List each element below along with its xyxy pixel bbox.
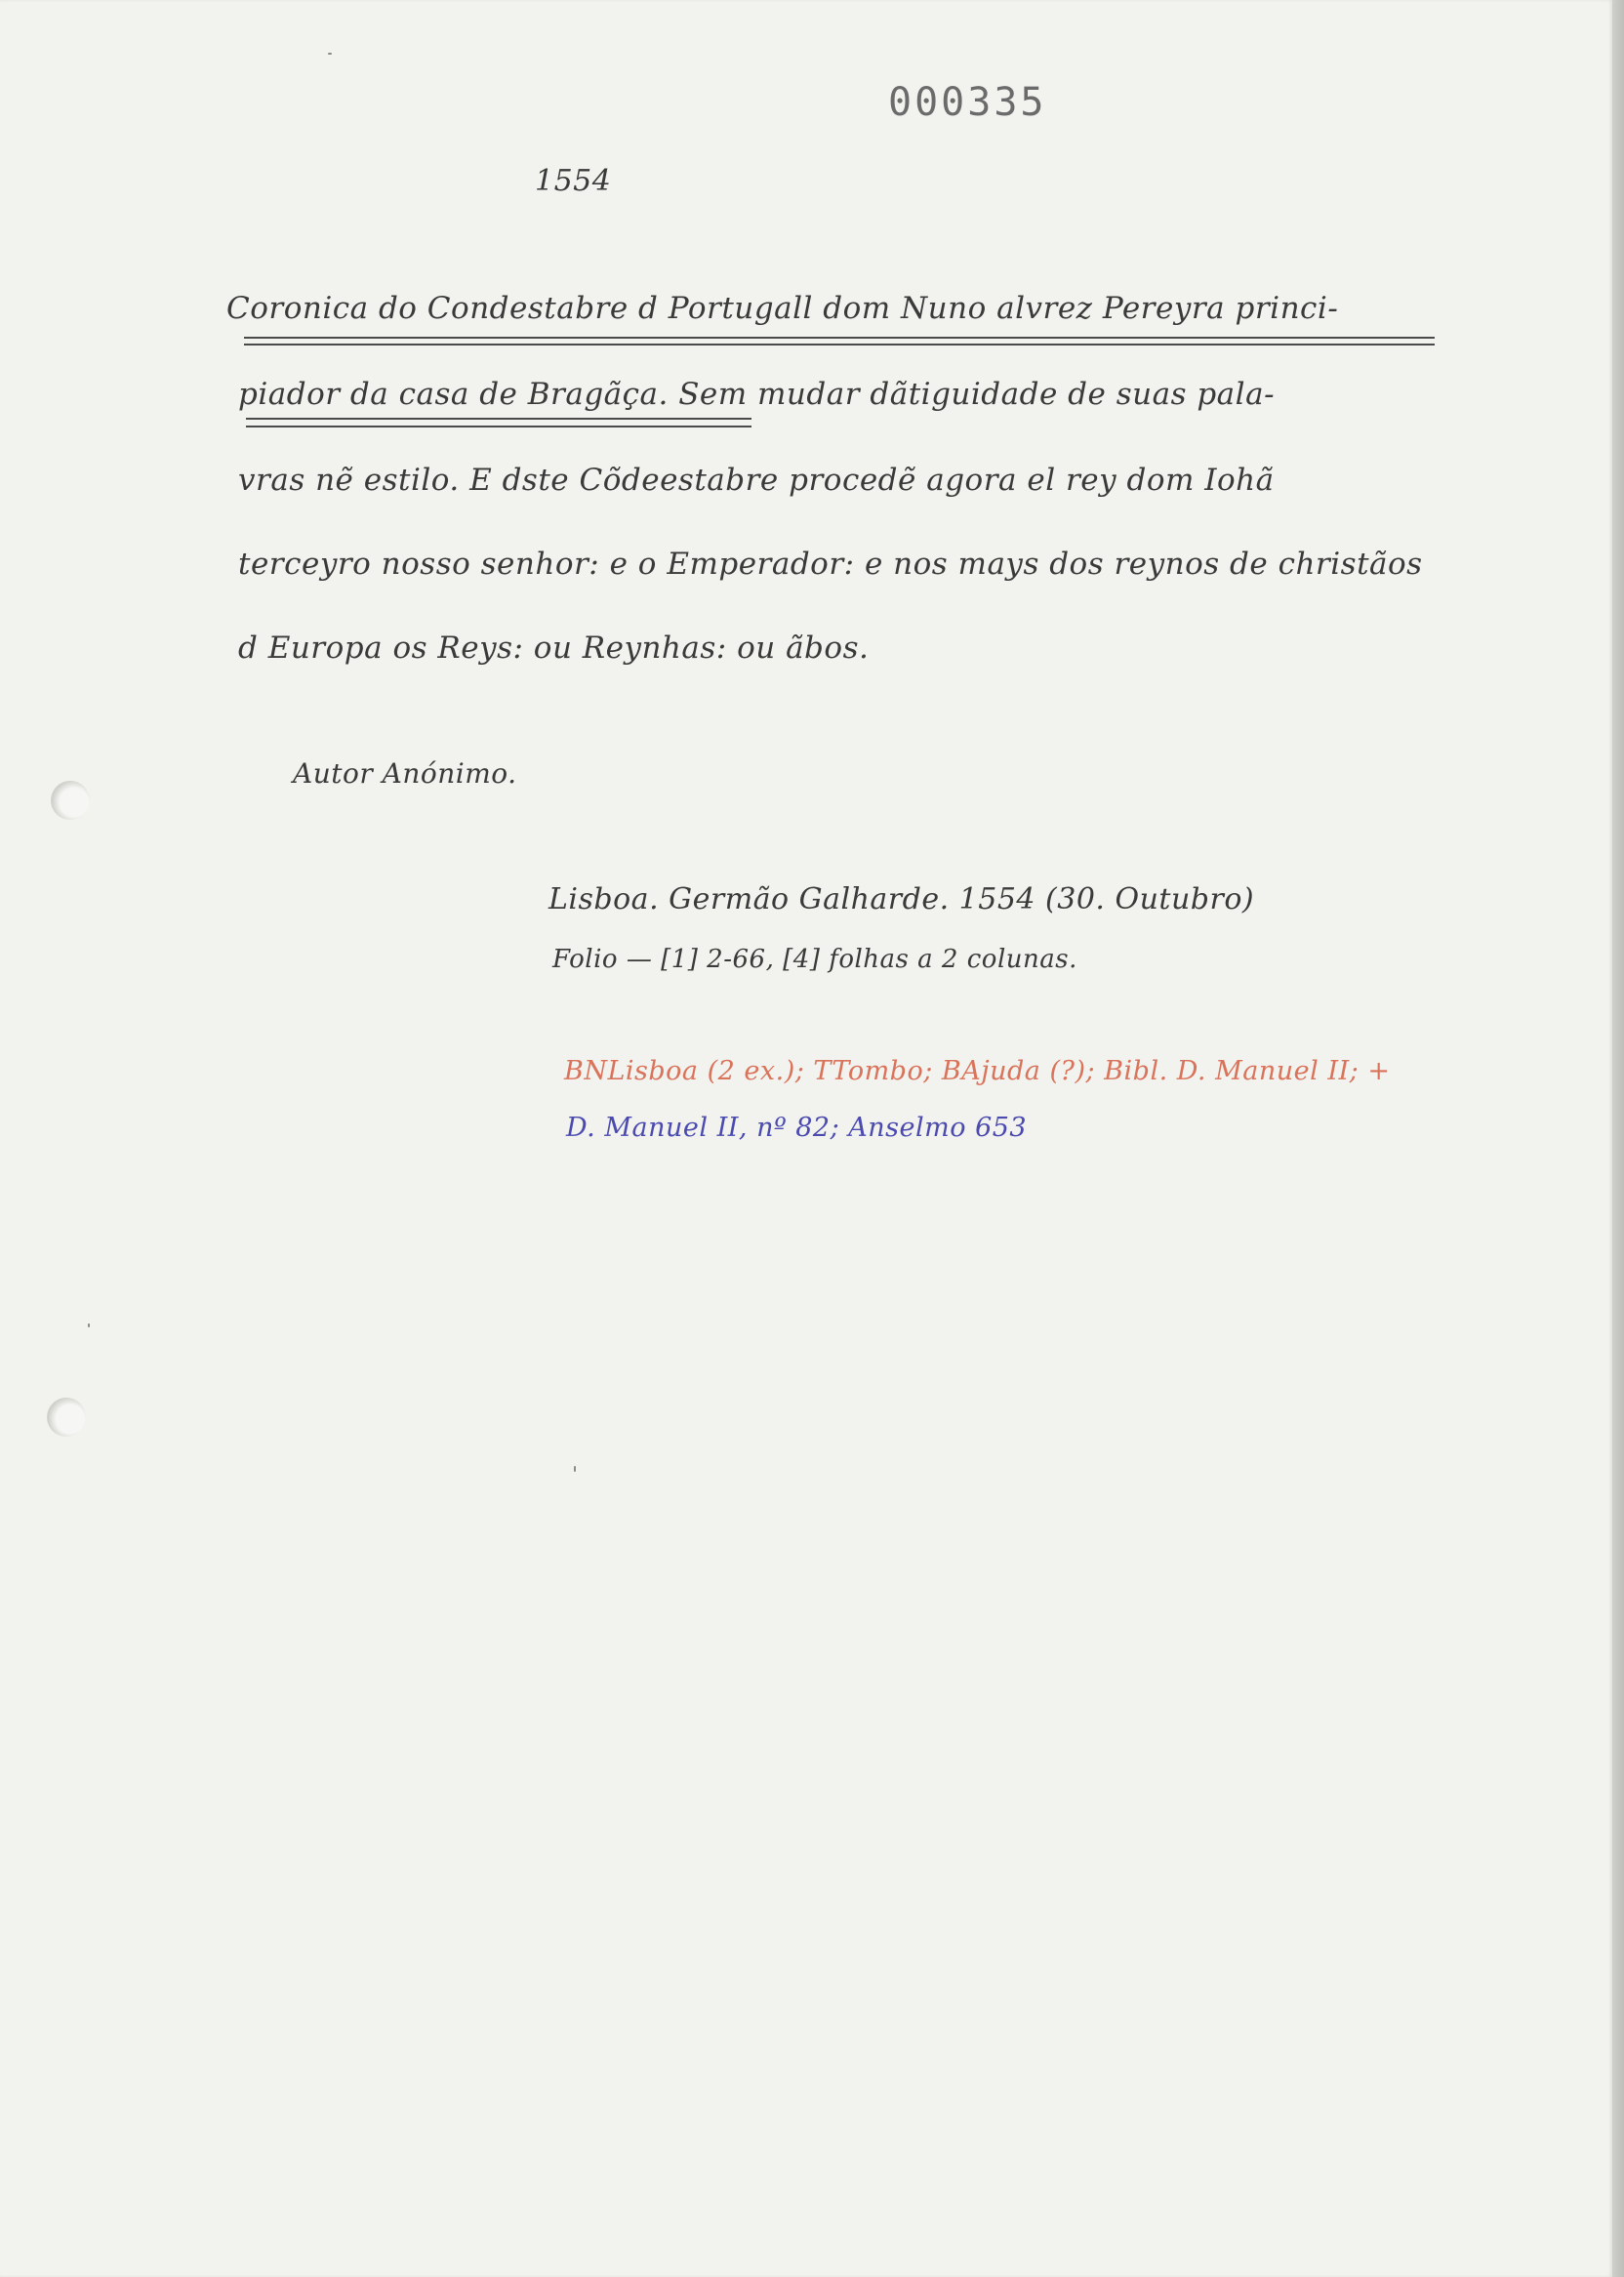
punch-hole (51, 781, 90, 820)
stamp-number: 000335 (888, 80, 1047, 125)
folio-line: Folio — [1] 2-66, [4] folhas a 2 colunas. (552, 945, 1077, 974)
title-underline (246, 426, 751, 427)
title-line-5: d Europa os Reys: ou Reynhas: ou ãbos. (238, 630, 870, 666)
title-line-4: terceyro nosso senhor: e o Emperador: e nos mays dos reynos de christãos (238, 547, 1423, 582)
title-underline (244, 337, 1435, 339)
paper-speck (574, 1466, 576, 1472)
paper-speck (88, 1323, 90, 1327)
holdings-blue-line: D. Manuel II, nº 82; Anselmo 653 (566, 1113, 1028, 1143)
author-line: Autor Anónimo. (293, 757, 517, 790)
holdings-red-line: BNLisboa (2 ex.); TTombo; BAjuda (?); Bibl. D. Manuel II; + (564, 1056, 1391, 1086)
punch-hole (47, 1398, 86, 1437)
title-line-2: piador da casa de Bragãça. Sem mudar dãtiguidade de suas pala- (238, 377, 1276, 412)
imprint-line: Lisboa. Germão Galharde. 1554 (30. Outubro) (548, 882, 1255, 916)
title-line-3: vras nẽ estilo. E dste Cõdeestabre procedẽ agora el rey dom Iohã (238, 463, 1275, 498)
title-underline (246, 418, 751, 420)
page-edge (1612, 0, 1624, 2277)
year-heading: 1554 (535, 164, 612, 198)
title-underline (244, 344, 1435, 346)
paper-speck (328, 53, 332, 55)
title-line-1: Coronica do Condestabre d Portugall dom Nuno alvrez Pereyra princi- (226, 291, 1339, 326)
